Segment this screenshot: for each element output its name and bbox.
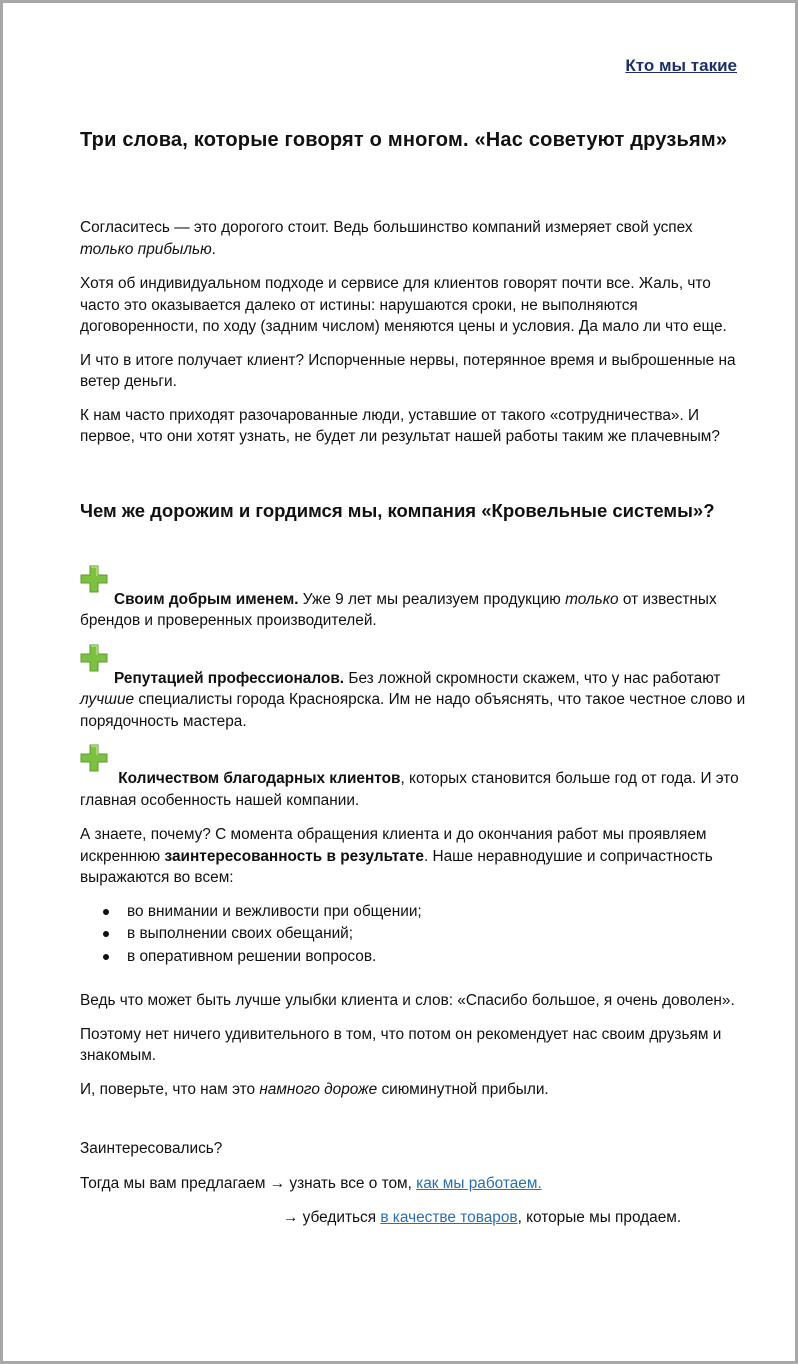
page-title: Три слова, которые говорят о многом. «Нас советуют друзьям» <box>80 129 728 151</box>
intro-emphasis: только прибылью <box>80 240 212 258</box>
point-text-end: специалисты города Красноярска. Им не надо объяснять, что такое честное слово и порядочность мастера. <box>80 691 746 730</box>
point-title: Репутацией профессионалов. <box>114 669 345 687</box>
intro-paragraph-4: К нам часто приходят разочарованные люди, уставшие от такого «сотрудничества». И первое, что они хотят узнать, не будет ли результат нашей работы таким же плачевным? <box>80 406 720 445</box>
point-good-name <box>80 579 746 632</box>
point-reputation <box>80 658 746 733</box>
point-text-end: от известных брендов и проверенных производителей. <box>80 590 717 629</box>
green-plus-icon <box>80 579 108 607</box>
product-quality-link[interactable]: в качестве товаров <box>380 1209 518 1226</box>
bullet-list <box>80 901 746 969</box>
point-emphasis: только <box>565 590 619 608</box>
cta-line-1 <box>80 1173 746 1195</box>
why-text: А знаете, почему? С момента обращения клиента и до окончания работ мы проявляем искреннюю <box>80 826 707 865</box>
closing-paragraph-2: Поэтому нет ничего удивительного в том, что потом он рекомендует нас своим друзьям и знакомым. <box>80 1025 722 1064</box>
list-item: во внимании и вежливости при общении; <box>80 901 746 924</box>
closing-emphasis: намного дороже <box>259 1080 378 1098</box>
who-we-are-link[interactable]: Кто мы такие <box>625 56 737 75</box>
why-paragraph <box>80 824 746 889</box>
closing-paragraph-1: Ведь что может быть лучше улыбки клиента и слов: «Спасибо большое, я очень доволен». <box>80 992 735 1009</box>
intro-paragraph-1 <box>80 217 746 260</box>
point-text: , которых становится больше год от года. И это главная особенность нашей компании. <box>80 770 739 809</box>
closing-paragraph-3 <box>80 1079 746 1101</box>
list-item: в оперативном решении вопросов. <box>80 946 746 969</box>
cta-question: Заинтересовались? <box>80 1140 223 1157</box>
closing-text-end: сиюминутной прибыли. <box>377 1080 549 1098</box>
cta-text: → убедиться <box>283 1209 381 1226</box>
why-text-end: . Наше неравнодушие и сопричастность выражаются во всем: <box>80 847 713 886</box>
point-clients <box>80 758 746 811</box>
point-emphasis: лучшие <box>80 691 135 708</box>
cta-line-2 <box>80 1207 746 1229</box>
intro-paragraph-3: И что в итоге получает клиент? Испорченные нервы, потерянное время и выброшенные на ветер деньги. <box>80 351 736 390</box>
green-plus-icon <box>80 758 108 786</box>
point-text: Уже 9 лет мы реализуем продукцию <box>298 590 566 608</box>
intro-text-end: . <box>211 240 216 258</box>
point-text: Без ложной скромности скажем, что у нас работают <box>344 669 721 687</box>
green-plus-icon <box>80 658 108 686</box>
article <box>80 125 746 1229</box>
point-title: Своим добрым именем. <box>114 590 299 608</box>
cta-text: Тогда мы вам предлагаем → узнать все о том, <box>80 1174 417 1192</box>
how-we-work-link[interactable]: как мы работаем. <box>416 1174 542 1192</box>
intro-paragraph-2: Хотя об индивидуальном подходе и сервисе для клиентов говорят почти все. Жаль, что часто это оказывается далеко от истины: нарушаются сроки, не выполняются договоренности, по ходу (задним числом) меняются цены и условия. Да мало ли что еще. <box>80 275 727 335</box>
intro-text: Согласитесь — это дорогого стоит. Ведь большинство компаний измеряет свой успех <box>80 219 693 236</box>
closing-text: И, поверьте, что нам это <box>80 1080 260 1098</box>
point-title: Количеством благодарных клиентов <box>114 770 401 787</box>
list-item: в выполнении своих обещаний; <box>80 923 746 946</box>
why-bold: заинтересованность в результате <box>164 847 424 865</box>
section-heading: Чем же дорожим и гордимся мы, компания «Кровельные системы»? <box>80 499 715 521</box>
cta-text-end: , которые мы продаем. <box>517 1209 682 1226</box>
